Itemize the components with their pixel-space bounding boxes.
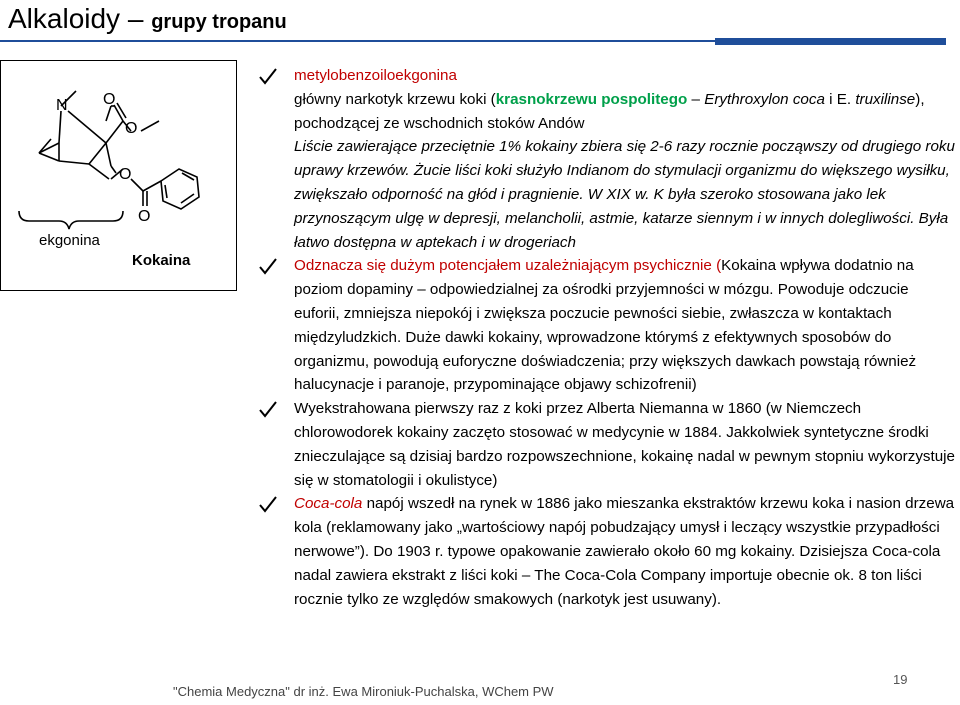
checkmark-icon: [258, 64, 278, 88]
label-ekgonina: ekgonina: [39, 232, 100, 249]
item-text-dash: –: [687, 90, 705, 108]
checkmark-icon: [258, 492, 278, 516]
item-italic-paragraph: Liście zawierające przeciętnie 1% kokainy zbiera się 2-6 razy rocznie począwszy od drugiego roku uprawy krzewów. Żucie liści koki służyło Indianom do stymulacji organizmu do większego wysiłku, zwiększało odporność na głód i pragnienie. W XIX w. K była szeroko stosowana jako lek przynoszącym ulgę w depresji, melancholii, astmie, katarze siennym i w innych dolegliwości. Była łatwo dostępna w aptekach i w drogeriach: [294, 138, 955, 251]
latin-name-2: truxilinse: [855, 90, 916, 108]
title-main: Alkaloidy –: [8, 3, 152, 34]
item-text: główny narkotyk krzewu koki (: [294, 90, 496, 108]
checkmark-icon: [258, 254, 278, 278]
item-heading: metylobenzoiloekgonina: [294, 67, 457, 84]
page-number: 19: [893, 672, 908, 687]
title-subtitle: grupy tropanu: [151, 11, 287, 33]
title-accent-bar: [715, 38, 946, 45]
item-text-tail: i E.: [824, 90, 852, 108]
label-kokaina: Kokaina: [132, 252, 191, 269]
checkmark-icon: [258, 397, 278, 421]
bullet-item: [258, 254, 958, 397]
cocaine-structure-diagram: [1, 61, 238, 292]
atom-o-ester: O: [125, 120, 138, 137]
cocaine-structure-panel: [0, 60, 237, 291]
item-text: napój wszedł na rynek w 1886 jako mieszanka ekstraktów krzewu koka i nasion drzewa kola (reklamowany jako „wartościowy napój pobudzający umysł i leczący wszystkie przypadłości nerwowe”). Do 1903 r. typowe opakowanie zawierało około 60 mg kokainy. Dzisiejsza Coca-cola nadal zawiera ekstrakt z liści koki – The Coca-Cola Company importuje obecnie ok. 8 ton liści rocznie tylko ze względów smakowych (narkotyk jest usuwany).: [294, 495, 955, 608]
latin-name: Erythroxylon coca: [704, 90, 825, 108]
item-text: Wyekstrahowana pierwszy raz z koki przez Alberta Niemanna w 1860 (w Niemczech chlorowodorek kokainy zaczęto stosować w medycynie w 1884. Jakkolwiek syntetyczne środki znieczulające są dzisiaj bardzo rozpowszechnione, kokainę nadal w pewnym stopniu wykorzystuje się w stomatologii i okulistyce): [294, 400, 955, 489]
coca-cola-label: Coca-cola: [294, 495, 363, 513]
slide-title: [8, 0, 287, 38]
atom-o-carbonyl: O: [103, 91, 116, 108]
atom-o-benzoyl-carbonyl: O: [138, 208, 151, 225]
bullet-item: [258, 492, 958, 611]
item-text-2: ), pochodzącej ze wschodnich stoków Andów: [294, 90, 925, 132]
atom-n: N: [56, 97, 68, 114]
bullet-item: [258, 397, 958, 492]
atom-o-benzoyl: O: [119, 166, 132, 183]
plant-name: krasnokrzewu pospolitego: [495, 90, 688, 108]
item-red-text: Odznacza się dużym potencjałem uzależniającym psychicznie (: [294, 257, 722, 275]
bullet-list: [258, 64, 958, 611]
footer-credit: "Chemia Medyczna" dr inż. Ewa Mironiuk-Puchalska, WChem PW: [173, 684, 554, 699]
item-text: Kokaina wpływa dodatnio na poziom dopaminy – odpowiedzialnej za ośrodki przyjemności w mózgu. Powoduje odczucie euforii, zmniejsza niepokój i zwiększa poczucie pewności siebie, zwłaszcza w kontaktach międzyludzkich. Duże dawki kokainy, wprowadzone którymś z efektywnych sposobów do organizmu, powodują euforyczne doświadczenia; przy większych dawkach powstają również halucynacje i paranoje, przypominające objawy schizofrenii): [294, 257, 917, 394]
bullet-item: [258, 64, 958, 254]
